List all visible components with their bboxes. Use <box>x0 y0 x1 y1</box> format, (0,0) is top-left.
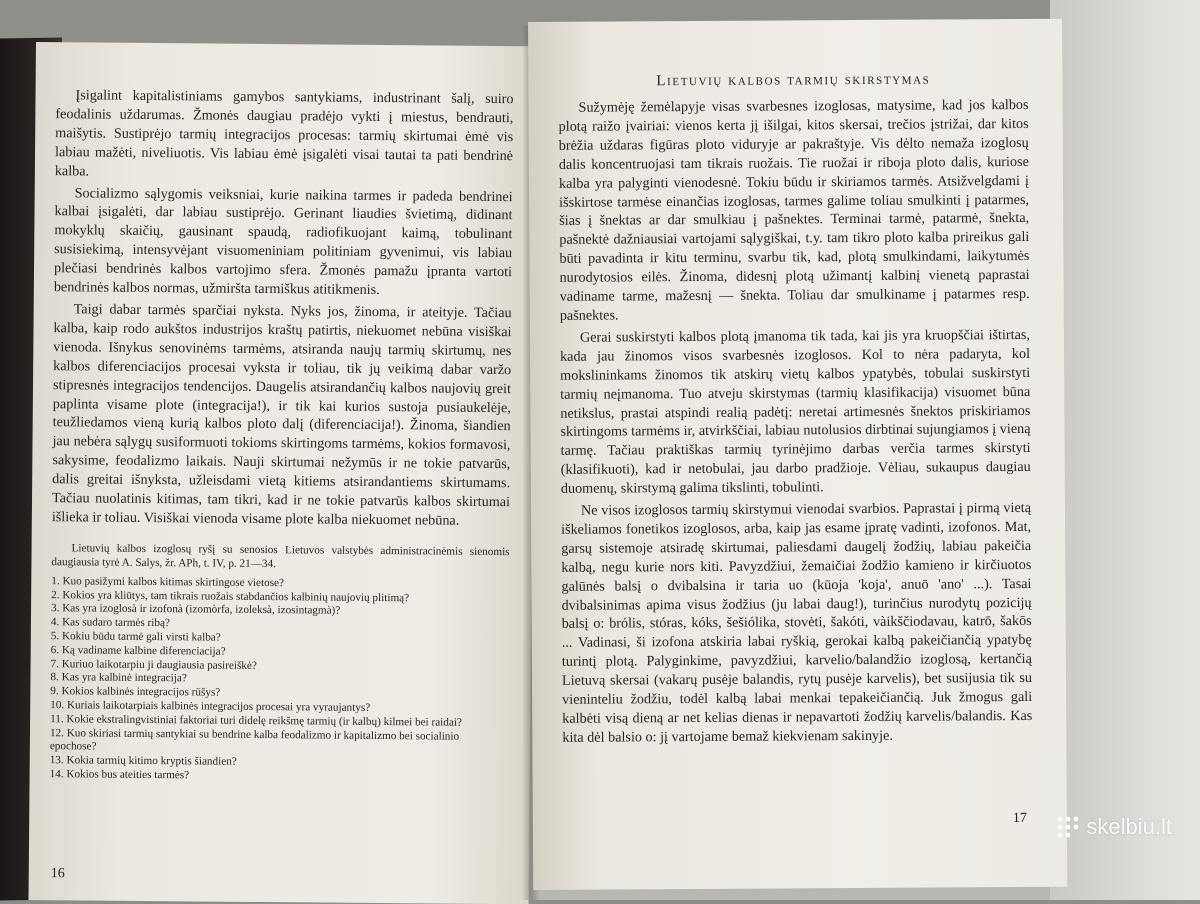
question-item: 7. Kuriuo laikotarpiu ji daugiausia pasireiškė? <box>50 657 257 672</box>
right-paragraph-2: Gerai suskirstyti kalbos plotą įmanoma tik tada, kai jis yra kruopščiai ištirtas, kada jau žinomos visos svarbesnės izoglosos. Kol to nėra padaryta, kol mokslininkams žinomos tik atskirų vietų kalbos ypatybės, tobulai suskirstyti tarmių neįmanoma. Tuo atveju skirstymas (tarmių klasifikacija) visuomet būna netikslus, prastai atspindi realią padėtį: neretai artimesnės šnektos priskiriamos skirtingoms tarmėms ir, atvirkščiai, labiau nutolusios dirbtinai sujungiamos į vieną tarmę. Tačiau praktiškas tarmių tyrinėjimo darbas verčia tarmes skirstyti (klasifikuoti), kad ir netobulai, jau darbo pradžioje. Vėliau, sukaupus daugiau duomenų, skirstymą galima tikslinti, tobulinti. <box>559 326 1031 497</box>
watermark-text: skelbiu.lt <box>1086 814 1172 839</box>
left-paragraph-2: Socializmo sąlygomis veiksniai, kurie naikina tarmes ir padeda bendrinei kalbai įsigalėti, dar labiau sustiprėjo. Gerinant liaudies švietimą, didinant mokyklų skaičių, gausinant spaudą, radiofikuojant kaimą, tobulinant susisiekimą, intensyvėjant visuomeniniam politiniam gyvenimui, vis labiau plečiasi bendrinės kalbos vartojimo sfera. Žmonės pamažu įpranta vartoti bendrinės kalbos normas, užmiršta tarmiškus atitikmenis. <box>53 184 513 299</box>
left-paragraph-3: Taigi dabar tarmės sparčiai nyksta. Nyks jos, žinoma, ir ateityje. Tačiau kalba, kaip rodo aukštos industrijos kraštų patirtis, niekuomet nebūna visiškai vienoda. Išnykus senovinėms tarmėms, atsiranda naujų tarmių skirtumų, nes kalbos diferenciacijos procesai vyksta ir toliau, tik jų veikimą dabar varžo stipresnės integracijos tendencijos. Daugelis atsirandančių kalbos naujovių greit paplinta visame plote (integracija!), ir tik kai kurios sustoja pusiaukelėje, teužliedamos vieną kurią kalbos ploto dalį (diferenciacija!). Žinoma, šiandien jau nebėra sąlygų susiformuoti tokioms skirtingoms tarmėms, kokios formavosi, sakysime, feodalizmo laikais. Nauji skirtumai nežymūs ir ne tokie patvarūs, dalis greitai išnyksta, užleisdami vietą kitiems atsirandantiems skirtumams. Tačiau nuolatinis kitimas, tam tikri, kad ir ne tokie patvarūs kalbos skirtumai išlieka ir toliau. Visiškai vienoda visame plote kalba niekuomet nebūna. <box>51 301 512 529</box>
dots-logo-icon <box>1056 815 1080 839</box>
right-paragraph-3: Ne visos izoglosos tarmių skirstymui vienodai svarbios. Paprastai į pirmą vietą iškeliamos fonetikos izoglosos, arba, kaip jas esame įpratę vadinti, izofonos. Mat, garsų sistemoje atsiradę skirtumai, paliesdami daugelį žodžių, labiau pakeičia kalbą, negu kurie nors kiti. Pavyzdžiui, žemaičiai žodžio kamieno ir kirčiuotos galūnės balsį o dvibalsina ir taria uo (kūoja 'koja', anuō 'ano' ...). Tasai dvibalsinimas apima visus žodžius (ju labai daug!), turinčius nurodytų pozicijų balsį o: brólis, stóras, kóks, šešiólika, stovėti, šakóti, vàikščiodavau, katrō, šakōs ... Vadinasi, ši izofona atskiria labai ryškią, gerokai kalbą pakeičiančią ypatybę turintį plotą. Palyginkime, pavyzdžiui, karvelio/balandžio izoglosą, kertančią Lietuvą skersai (vakarų pusėje balandis, rytų pusėje karvelis), bet susijusia tik su vieninteliu žodžiu, todėl kalbą labai menkai tepakeičiančią. Juk žmogus gali kalbėti visą dieną ar net kelias dienas ir nepavartoti žodžių karvelis/balandis. Kas kita dėl balsio o: jį vartojame bemaž kiekvienam sakinyje. <box>561 499 1033 746</box>
question-item: 2. Kokios yra kliūtys, tam tikrais ruožais stabdančios kalbinių naujovių plitimą? <box>51 588 410 604</box>
page-number-right: 17 <box>1012 810 1027 827</box>
question-item: 13. Kokia tarmių kitimo kryptis šiandien? <box>49 754 237 768</box>
question-item: 10. Kuriais laikotarpiais kalbinės integracijos procesai yra vyraujantys? <box>50 699 371 714</box>
left-paragraph-1: Įsigalint kapitalistiniams gamybos santykiams, industrinant šalį, suiro feodalinis uždarumas. Žmonės daugiau pradėjo vykti į miestus, bendrauti, maišytis. Sustiprėjo tarmių integracijos procesas: tarmių skirtumai ėmė vis labiau mažėti, niveliuotis. Vis labiau ėmė įsigalėti visai tautai ta pati bendrinė kalba. <box>54 87 514 180</box>
question-item: 3. Kas yra izoglosà ir izofonà (izomòrfa, izoleksà, izosintagmà)? <box>51 602 341 618</box>
background-surface <box>1050 0 1200 900</box>
question-item: 14. Kokios bus ateities tarmės? <box>49 768 190 782</box>
question-item: 11. Kokie ekstralingvistiniai faktoriai turi didelę reikšmę tarmių (ir kalbų) kilmei bei raidai? <box>50 712 462 729</box>
page-number-left: 16 <box>50 866 65 882</box>
footnote: Lietuvių kalbos izoglosų ryšį su senosios Lietuvos valstybės administracinėmis sienomis daugiausia tyrė A. Salys, žr. APh, t. IV, p. 21—34. <box>51 542 510 570</box>
chapter-heading: Lietuvių kalbos tarmių skirstymas <box>656 71 931 90</box>
question-item: 5. Kokiu būdu tarmė gali virsti kalba? <box>50 630 221 644</box>
question-item: 1. Kuo pasižymi kalbos kitimas skirtingose vietose? <box>51 574 285 590</box>
watermark <box>1056 814 1172 840</box>
question-item: 12. Kuo skiriasi tarmių santykiai su bendrine kalba feodalizmo ir kapitalizmo bei socialinio epochose? <box>49 726 460 753</box>
question-item: 9. Kokios kalbinės integracijos rūšys? <box>50 685 221 699</box>
left-page <box>29 42 536 904</box>
question-list <box>50 575 510 786</box>
question-item: 6. Ką vadiname kalbine diferenciacija? <box>50 643 226 658</box>
right-page <box>528 19 1067 890</box>
question-item: 8. Kas yra kalbinė integracija? <box>50 671 187 685</box>
right-paragraph-1: Sužymėję žemėlapyje visas svarbesnes izoglosas, matysime, kad jos kalbos plotą raižo įvairiai: vienos kerta jį išilgai, kitos skersai, trečios įstrižai, dar kitos brėžia uždaras figūras ploto viduryje ar pakraštyje. Vis dėlto nemaža izoglosų dalis koncentruojasi tam tikrais ruožais. Tie ruožai ir riboja ploto dalis, kuriose kalba yra palyginti vienodesnė. Tokiu būdu ir skiriamos tarmės. Atsižvelgdami į išskirtose tarmėse einančias izoglosas, tarmes galime toliau smulkinti į patarmes, šias į šnektas ar dar smulkiau į pašnektes. Terminai tarmė, patarmė, šnekta, pašnektė dažniausiai vartojami sąlygiškai, t.y. tam tikro ploto kalba prireikus gali būti pavadinta ir kitu terminu, svarbu tik, kad, plotą smulkindami, laikytumės nurodytosios eilės. Žinoma, didesnį plotą užimantį kalbinį vienetą paprastai vadiname tarme, mažesnį — šnekta. Toliau dar smulkiname į patarmes resp. pašnektes. <box>558 96 1030 324</box>
question-item: 4. Kas sudaro tarmės ribą? <box>50 616 170 630</box>
